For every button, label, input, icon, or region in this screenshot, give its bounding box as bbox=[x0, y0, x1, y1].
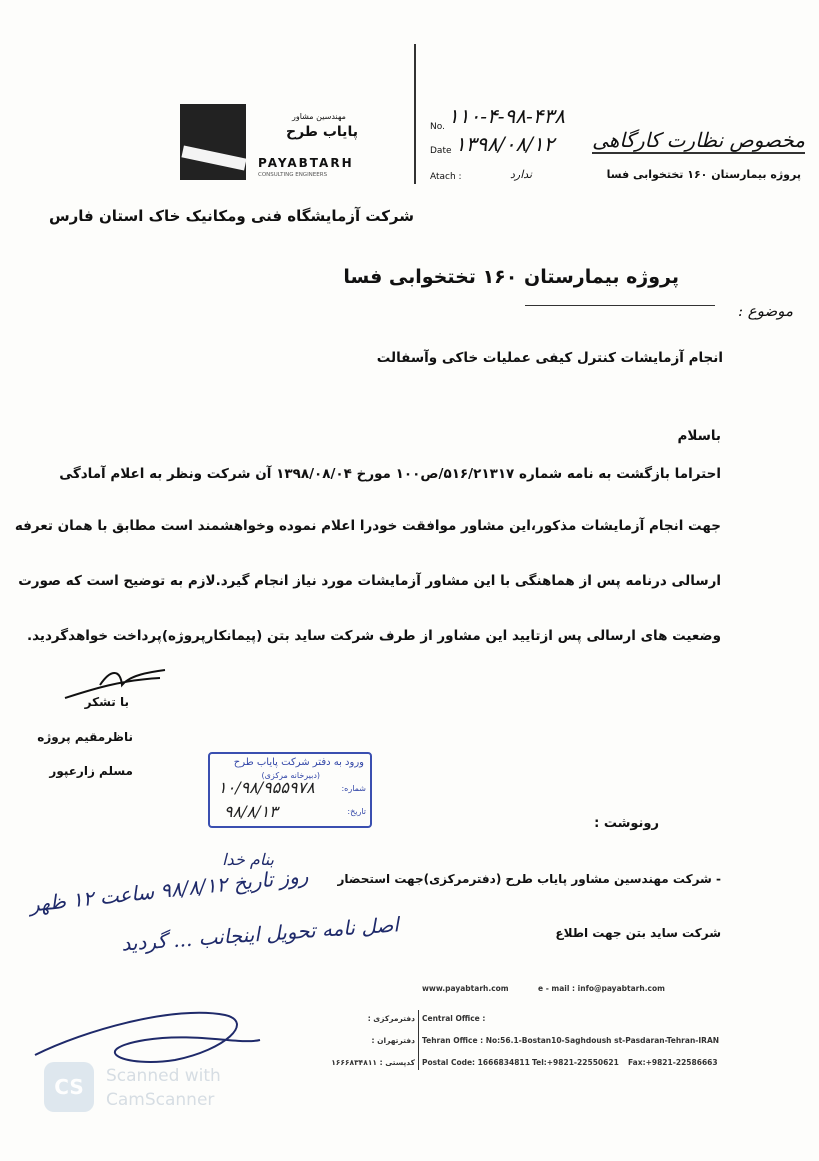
title-rule bbox=[525, 305, 715, 306]
signer-name: مسلم زارعپور bbox=[49, 764, 133, 778]
stamp-title: ورود به دفتر شرکت پایاب طرح bbox=[233, 757, 364, 768]
handwritten-line: اصل نامه تحویل اینجانب ... گردید bbox=[120, 912, 400, 956]
date-label: Date bbox=[430, 146, 452, 156]
central-office: Central Office : bbox=[422, 1014, 486, 1023]
stamp-date: ۹۸/۸/۱۳ bbox=[224, 802, 278, 821]
thanks: با تشکر bbox=[84, 695, 129, 709]
atach-value: ندارد bbox=[510, 168, 533, 181]
stamp-date-label: تاریخ: bbox=[347, 807, 366, 816]
camscanner-logo: CS bbox=[44, 1062, 94, 1112]
signer-role: ناظرمقیم پروژه bbox=[37, 730, 133, 744]
handwritten-line: روز تاریخ ۹۸/۸/۱۲ ساعت ۱۲ ظهر bbox=[28, 863, 310, 917]
fax: Fax:+9821-22586663 bbox=[628, 1058, 718, 1067]
watermark-line: Scanned with bbox=[106, 1066, 221, 1086]
divider bbox=[414, 44, 416, 184]
cc-item: شرکت ساید بتن جهت اطلاع bbox=[555, 926, 721, 940]
subject-label: موضوع : bbox=[737, 302, 793, 320]
website-link[interactable]: www.payabtarh.com bbox=[422, 984, 509, 993]
special-title: مخصوص نظارت کارگاهی bbox=[592, 128, 805, 152]
cc-label: رونوشت : bbox=[594, 816, 659, 831]
subject: انجام آزمایشات کنترل کیفی عملیات خاکی وآسفالت bbox=[376, 350, 723, 366]
stamp-subtitle: (دبیرخانه مرکزی) bbox=[261, 771, 320, 780]
watermark-line: CamScanner bbox=[106, 1090, 215, 1110]
stamp-number: ۱۰/۹۸/۹۵۵۹۷۸ bbox=[218, 778, 315, 797]
recipient: شرکت آزمایشگاه فنی ومکانیک خاک استان فارس bbox=[48, 207, 414, 225]
atach-label: Atach : bbox=[430, 172, 462, 182]
letter-number: ۱۱۰-۴-۹۸-۴۳۸ bbox=[448, 104, 565, 128]
handwritten-signature bbox=[25, 1000, 265, 1070]
fa-central: دفترمرکزی : bbox=[367, 1014, 415, 1023]
letter-date: ۱۳۹۸/۰۸/۱۲ bbox=[455, 132, 555, 156]
logo-fa: پایاب طرح bbox=[286, 124, 358, 140]
paragraph-line: وضعیت های ارسالی پس ازتایید این مشاور از طرف شرکت ساید بتن (پیمانکارپروژه)پرداخت خواهدگردید. bbox=[26, 628, 721, 644]
no-label: No. bbox=[430, 122, 445, 132]
cc-item: - شرکت مهندسین مشاور پایاب طرح (دفترمرکزی)جهت استحضار bbox=[337, 872, 721, 886]
logo-en: PAYABTARH bbox=[258, 156, 354, 170]
logo-fa-small: مهندسین مشاور bbox=[292, 112, 346, 121]
payabtarh-logo bbox=[180, 104, 246, 180]
email-link[interactable]: e - mail : info@payabtarh.com bbox=[538, 984, 665, 993]
tehran-office: Tehran Office : No:56.1-Bostan10-Saghdoush st-Pasdaran-Tehran-IRAN bbox=[422, 1036, 720, 1045]
handwritten-line: بنام خدا bbox=[222, 850, 274, 869]
fa-postal: کدپستی : ۱۶۶۶۸۳۴۸۱۱ bbox=[331, 1058, 415, 1067]
logo-en-sub: CONSULTING ENGINEERS bbox=[258, 172, 328, 178]
footer-divider bbox=[418, 1010, 419, 1070]
paragraph-line: ارسالی درنامه پس از هماهنگی با این مشاور آزمایشات مورد نیاز انجام گیرد.لازم به توضیح است که صورت bbox=[18, 573, 721, 589]
project-small: پروژه بیمارستان ۱۶۰ تختخوابی فسا bbox=[606, 168, 801, 181]
paragraph-line: احتراما بازگشت به نامه شماره ۵۱۶/۲۱۳۱۷/ص۱۰۰ مورخ ۱۳۹۸/۰۸/۰۴ آن شرکت ونظر به اعلام آمادگی bbox=[59, 466, 721, 482]
paragraph-line: جهت انجام آزمایشات مذکور،این مشاور موافقت خودرا اعلام نموده وخواهشمند است مطابق با همان تعرفه bbox=[14, 518, 721, 534]
greeting: باسلام bbox=[677, 428, 721, 444]
postal-code: Postal Code: 1666834811 bbox=[422, 1058, 530, 1067]
tel: Tel:+9821-22550621 bbox=[532, 1058, 619, 1067]
fa-tehran: دفترتهران : bbox=[371, 1036, 415, 1045]
project-title: پروژه بیمارستان ۱۶۰ تختخوابی فسا bbox=[343, 266, 679, 288]
received-stamp bbox=[208, 752, 372, 828]
stamp-number-label: شماره: bbox=[341, 784, 366, 793]
